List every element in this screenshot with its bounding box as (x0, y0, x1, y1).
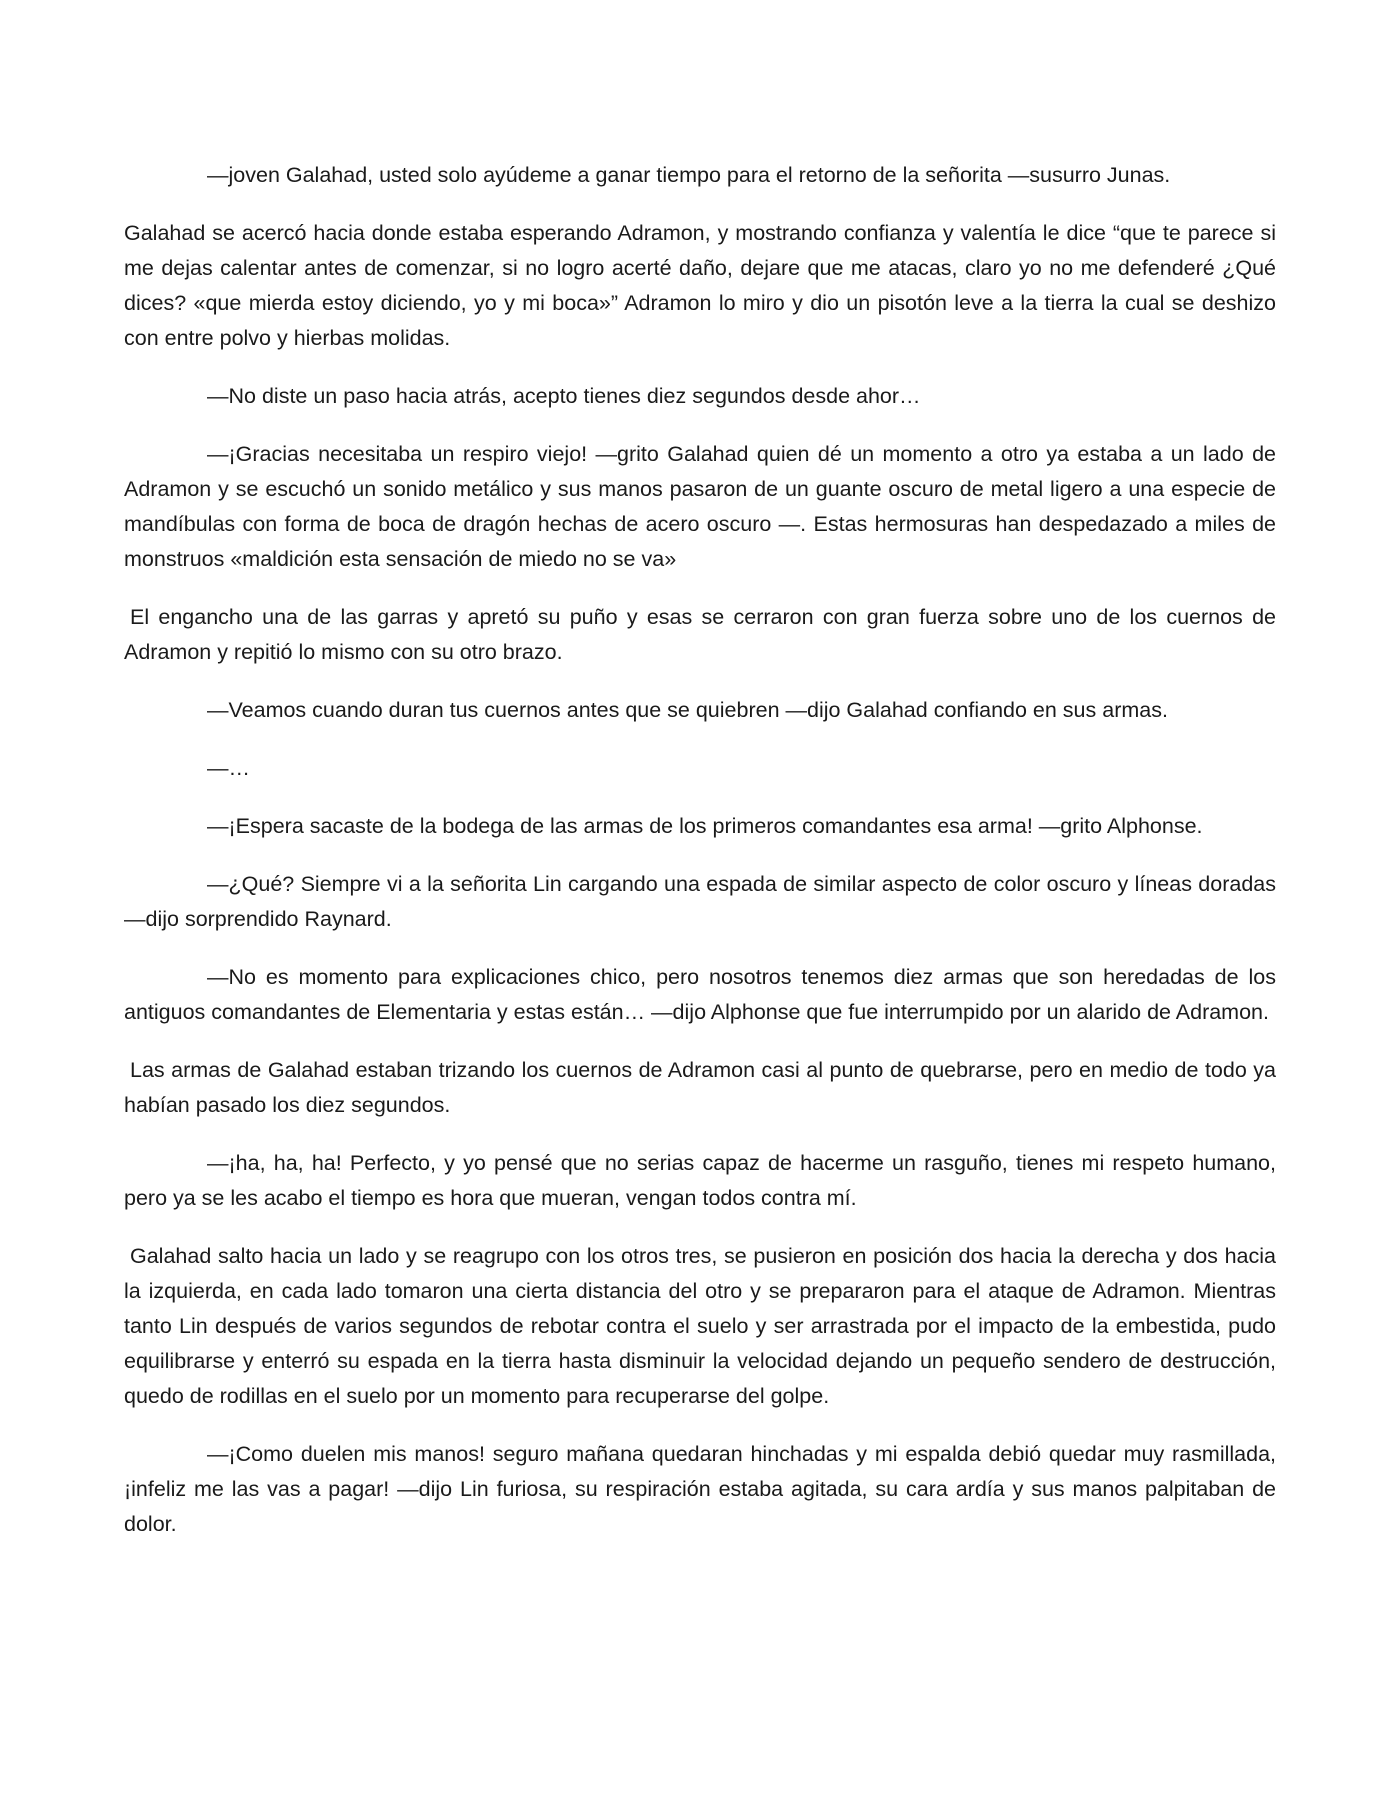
paragraph: —¡Como duelen mis manos! seguro mañana quedaran hinchadas y mi espalda debió quedar muy rasmillada, ¡infeliz me las vas a pagar! —dijo Lin furiosa, su respiración estaba agitada, su cara ardía y sus manos palpitaban de dolor. (124, 1442, 1276, 1536)
paragraph: —No diste un paso hacia atrás, acepto tienes diez segundos desde ahor… (207, 384, 921, 408)
paragraph: —¡Gracias necesitaba un respiro viejo! —grito Galahad quien dé un momento a otro ya estaba a un lado de Adramon y se escuchó un sonido metálico y sus manos pasaron de un guante oscuro de metal ligero a una especie de mandíbulas con forma de boca de dragón hechas de acero oscuro —. Estas hermosuras han despedazado a miles de monstruos «maldición esta sensación de miedo no se va» (124, 442, 1276, 571)
paragraph: —… (207, 756, 250, 780)
paragraph: Las armas de Galahad estaban trizando los cuernos de Adramon casi al punto de quebrarse, pero en medio de todo ya habían pasado los diez segundos. (124, 1058, 1276, 1117)
paragraph: —¡Espera sacaste de la bodega de las armas de los primeros comandantes esa arma! —grito Alphonse. (207, 814, 1203, 838)
document-page (124, 158, 1276, 1565)
paragraph: Galahad salto hacia un lado y se reagrupo con los otros tres, se pusieron en posición dos hacia la derecha y dos hacia la izquierda, en cada lado tomaron una cierta distancia del otro y se prepararon para el ataque de Adramon. Mientras tanto Lin después de varios segundos de rebotar contra el suelo y ser arrastrada por el impacto de la embestida, pudo equilibrarse y enterró su espada en la tierra hasta disminuir la velocidad dejando un pequeño sendero de destrucción, quedo de rodillas en el suelo por un momento para recuperarse del golpe. (124, 1244, 1276, 1408)
paragraph: —Veamos cuando duran tus cuernos antes que se quiebren —dijo Galahad confiando en sus armas. (207, 698, 1168, 722)
paragraph: —¡ha, ha, ha! Perfecto, y yo pensé que no serias capaz de hacerme un rasguño, tienes mi respeto humano, pero ya se les acabo el tiempo es hora que mueran, vengan todos contra mí. (124, 1151, 1276, 1210)
paragraph: El enganchо una de las garras y apretó su puño y esas se cerraron con gran fuerza sobre uno de los cuernos de Adramon y repitió lo mismo con su otro brazo. (124, 605, 1276, 664)
paragraph: —No es momento para explicaciones chico, pero nosotros tenemos diez armas que son heredadas de los antiguos comandantes de Elementaria y estas están… —dijo Alphonse que fue interrumpido por un alarido de Adramon. (124, 965, 1276, 1024)
paragraph: Galahad se acercó hacia donde estaba esperando Adramon, y mostrando confianza y valentía le dice “que te parece si me dejas calentar antes de comenzar, si no logro acerté daño, dejare que me atacas, claro yo no me defenderé ¿Qué dices? «que mierda estoy diciendo, yo y mi boca»” Adramon lo miro y dio un pisotón leve a la tierra la cual se deshizo con entre polvo y hierbas molidas. (124, 221, 1276, 350)
paragraph: —¿Qué? Siempre vi a la señorita Lin cargando una espada de similar aspecto de color oscuro y líneas doradas —dijo sorprendido Raynard. (124, 872, 1276, 931)
paragraph: —joven Galahad, usted solo ayúdeme a ganar tiempo para el retorno de la señorita —susurro Junas. (207, 163, 1171, 187)
